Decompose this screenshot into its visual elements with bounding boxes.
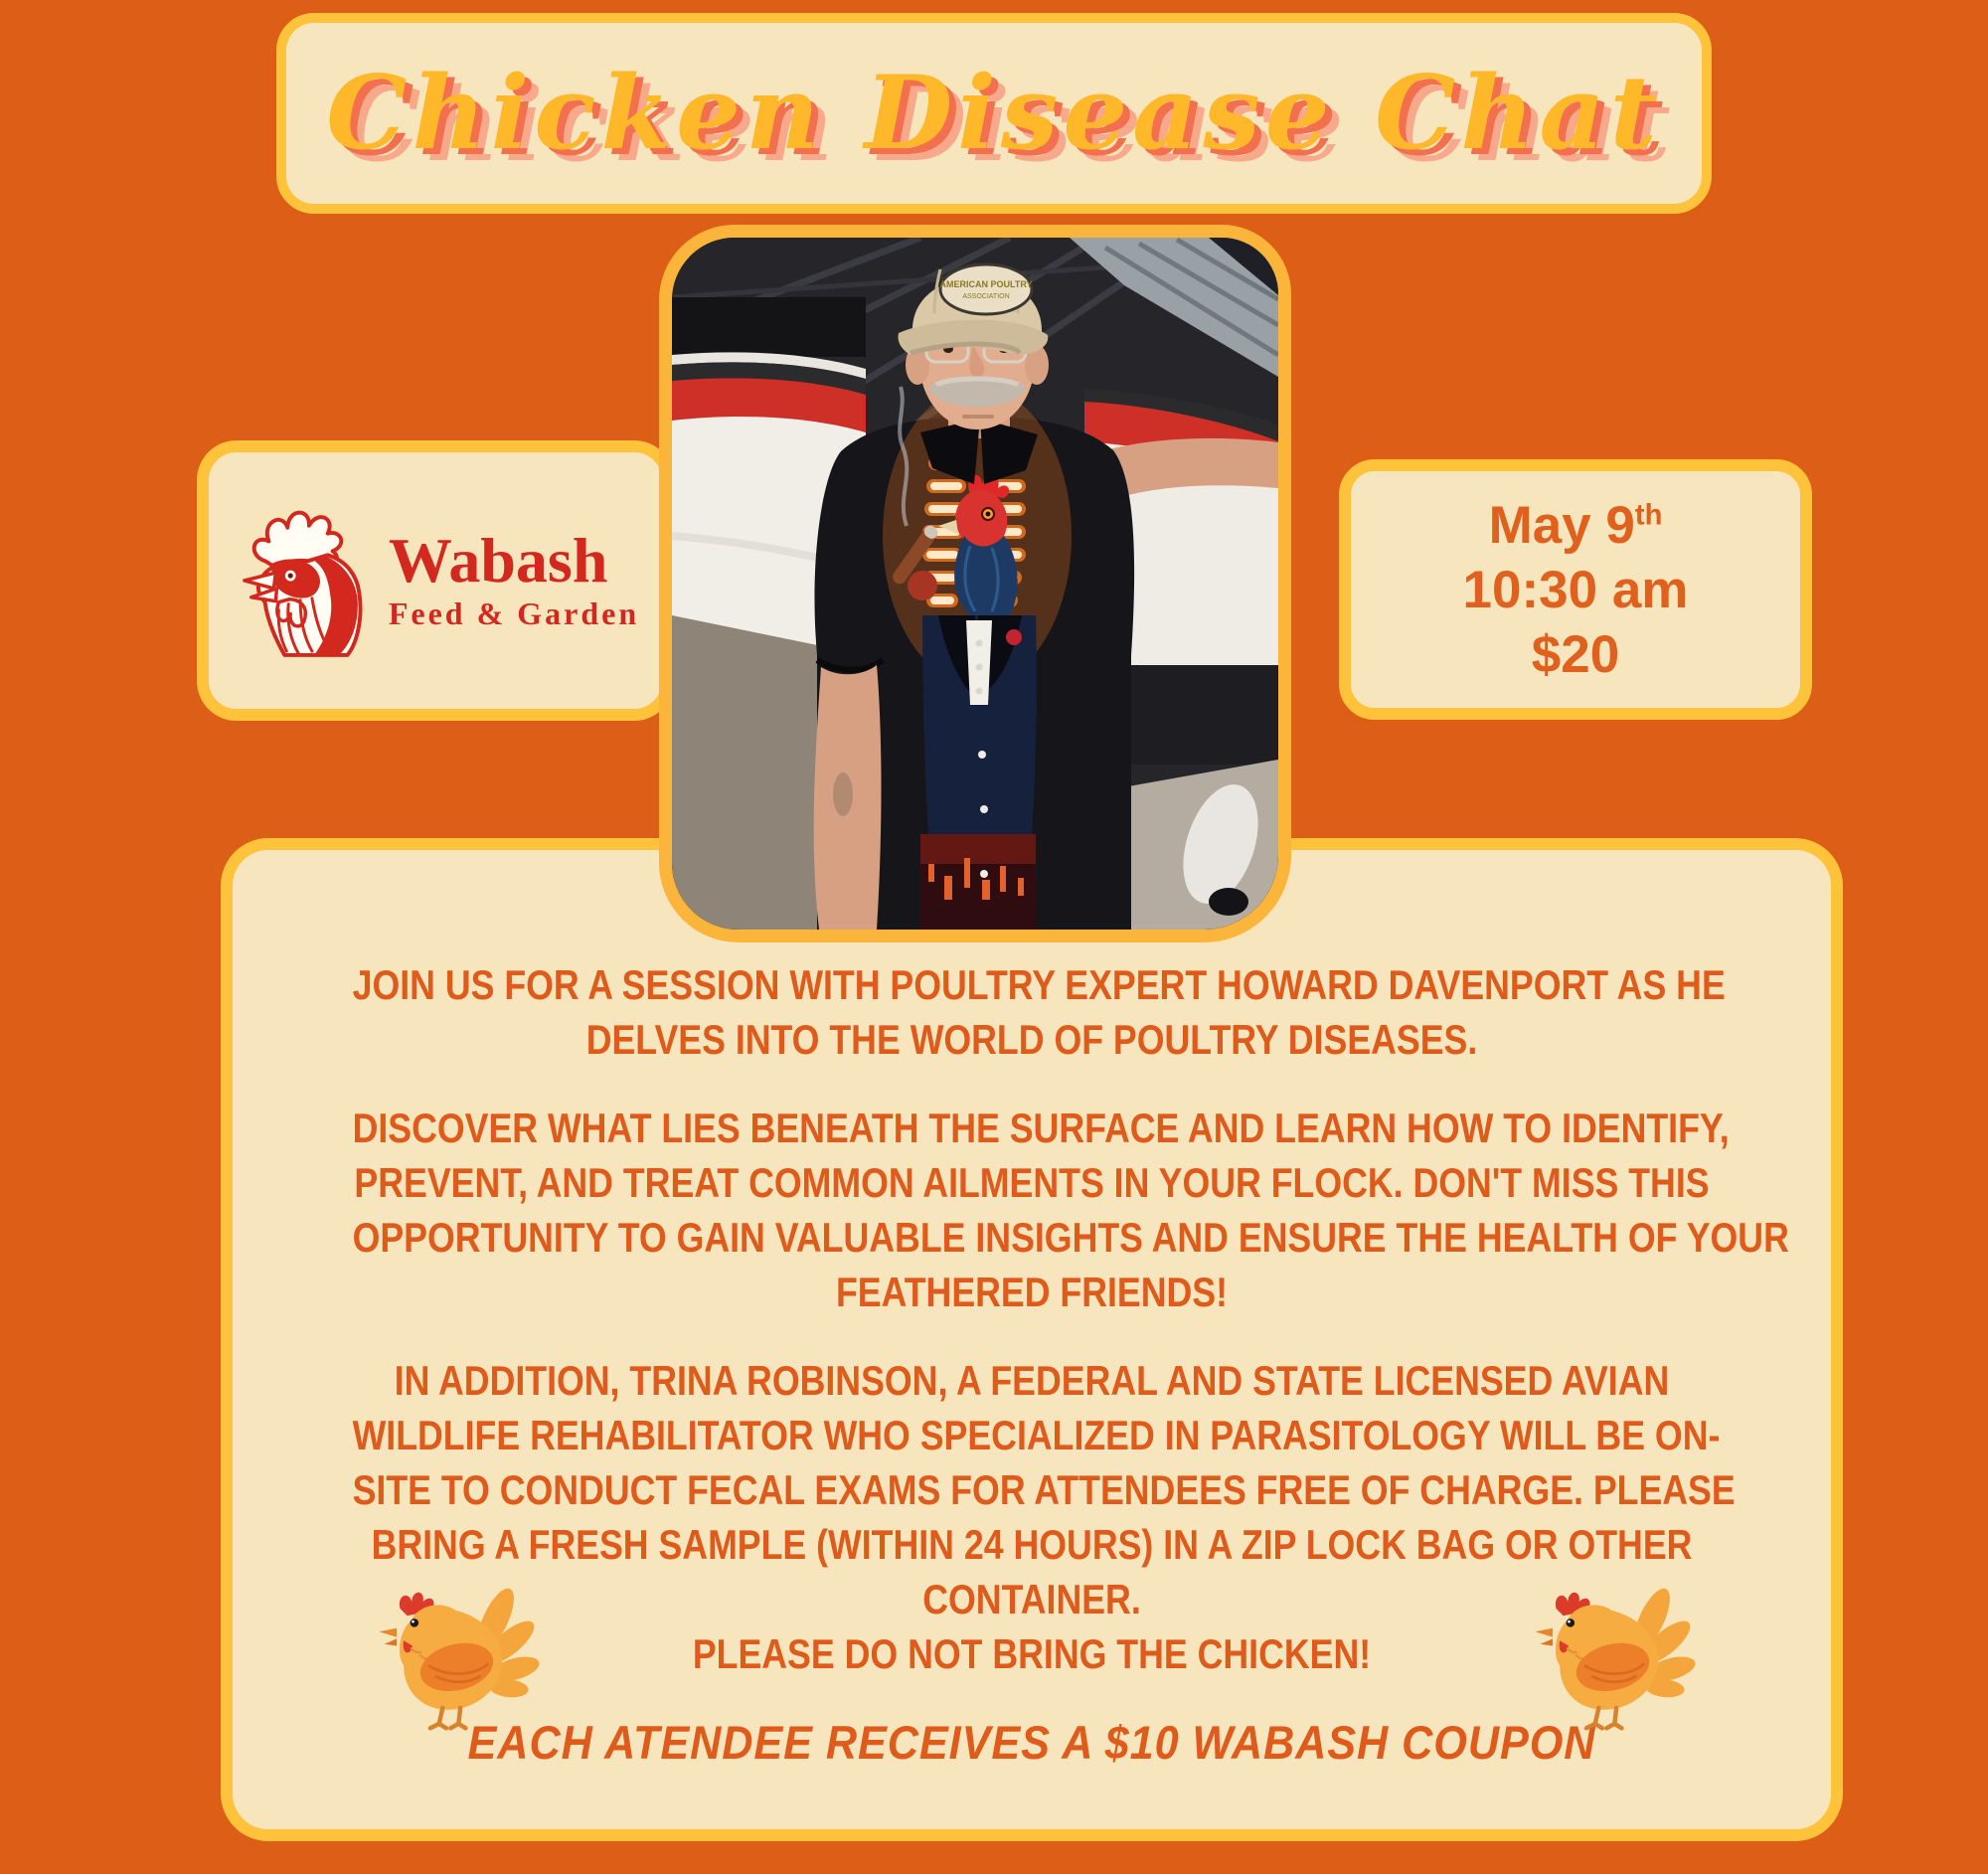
text-line: IN ADDITION, TRINA ROBINSON, A FEDERAL AND STATE LICENSED AVIAN (394, 1357, 1670, 1404)
event-details-box (1339, 459, 1812, 720)
title-banner (276, 13, 1712, 214)
text-line: CONTAINER. (922, 1576, 1141, 1622)
brand-name: Wabash (388, 524, 608, 596)
text-line: PLEASE DO NOT BRING THE CHICKEN! (692, 1630, 1372, 1677)
text-line: OPPORTUNITY TO GAIN VALUABLE INSIGHTS AND ENSURE THE HEALTH OF YOUR (352, 1214, 1789, 1261)
svg-text:AMERICAN POULTRY: AMERICAN POULTRY (939, 279, 1033, 289)
description-box (221, 838, 1843, 1841)
text-line: BRING A FRESH SAMPLE (WITHIN 24 HOURS) IN A ZIP LOCK BAG OR OTHER (371, 1521, 1693, 1568)
text-line: WILDLIFE REHABILITATOR WHO SPECIALIZED IN PARASITOLOGY WILL BE ON- (352, 1412, 1721, 1458)
event-date: May 9th (1488, 495, 1663, 555)
wabash-logo-text (388, 524, 640, 632)
text-line: PREVENT, AND TREAT COMMON AILMENTS IN YOUR FLOCK. DON'T MISS THIS (354, 1159, 1710, 1206)
speaker-photo (659, 225, 1291, 942)
text-line: JOIN US FOR A SESSION WITH POULTRY EXPERT HOWARD DAVENPORT AS HE (352, 961, 1726, 1008)
paragraph-2 (233, 1101, 1831, 1319)
rooster-logo-icon (232, 500, 379, 662)
event-time: 10:30 am (1462, 560, 1689, 619)
chicken-icon (1521, 1576, 1698, 1733)
brand-tagline: Feed & Garden (388, 595, 640, 631)
text-line: DISCOVER WHAT LIES BENEATH THE SURFACE AND LEARN HOW TO IDENTIFY, (352, 1105, 1730, 1151)
text-line: DELVES INTO THE WORLD OF POULTRY DISEASES. (585, 1016, 1478, 1063)
svg-text:ASSOCIATION: ASSOCIATION (962, 293, 1010, 300)
event-price: $20 (1531, 624, 1620, 684)
speaker-photo-illustration (672, 238, 1278, 930)
coupon-line: EACH ATENDEE RECEIVES A $10 WABASH COUPON (467, 1716, 1596, 1769)
chicken-icon (365, 1576, 542, 1733)
text-line: SITE TO CONDUCT FECAL EXAMS FOR ATTENDEES FREE OF CHARGE. PLEASE (352, 1466, 1736, 1513)
wabash-logo-box (197, 440, 674, 721)
text-line: FEATHERED FRIENDS! (835, 1269, 1229, 1315)
page-title: Chicken Disease Chat (326, 54, 1662, 173)
paragraph-1 (233, 957, 1831, 1067)
